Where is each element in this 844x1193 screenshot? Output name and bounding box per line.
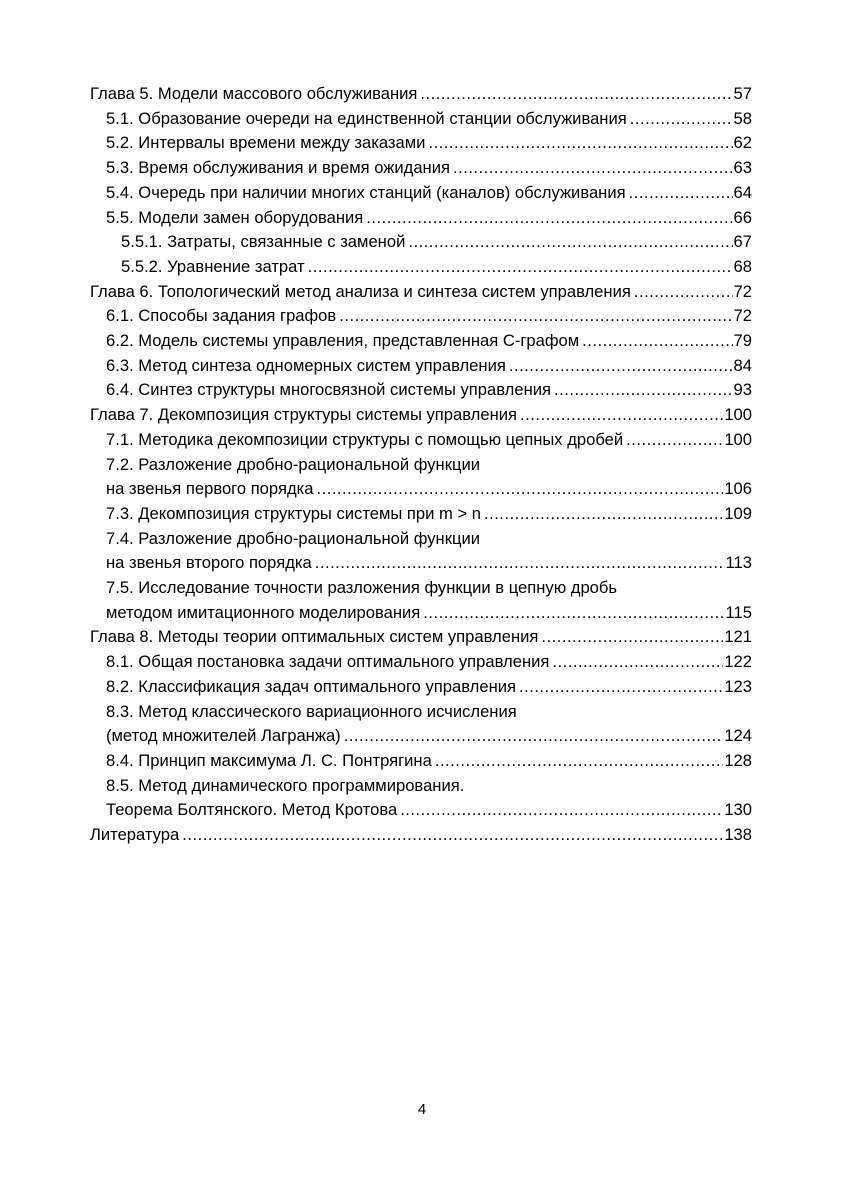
toc-entry-page: 130 xyxy=(724,800,752,820)
toc-entry-page: 57 xyxy=(733,84,752,103)
toc-entry-title: 5.4. Очередь при наличии многих станций (каналов) обслуживания xyxy=(106,182,626,202)
toc-entry-title: 5.5.2. Уравнение затрат xyxy=(121,256,305,276)
toc-entry-page: 64 xyxy=(733,182,752,202)
toc-entry-title: Глава 8. Методы теории оптимальных систем управления xyxy=(90,627,539,647)
toc-entry-title: на звенья второго порядка xyxy=(106,553,312,573)
toc-dot-leader xyxy=(634,280,733,305)
toc-dot-leader xyxy=(182,823,723,848)
toc-entry-page: 122 xyxy=(724,652,752,672)
toc-entry-7-3[interactable] xyxy=(90,502,752,527)
toc-entry-title: методом имитационного моделирования xyxy=(106,602,421,622)
toc-entry-title: 7.3. Декомпозиция структуры системы при m > n xyxy=(106,503,481,523)
toc-entry-8-5-line1[interactable]: 8.5. Метод динамического программирования. xyxy=(106,775,465,795)
toc-entry-7-5-line1[interactable]: 7.5. Исследование точности разложения функции в цепную дробь xyxy=(106,578,618,598)
toc-entry-page: 124 xyxy=(724,726,752,746)
toc-dot-leader xyxy=(541,625,723,650)
toc-entry-chapter-6[interactable] xyxy=(90,280,752,305)
toc-entry-page: 67 xyxy=(733,232,752,252)
toc-entry-title: 5.1. Образование очереди на единственной станции обслуживания xyxy=(106,108,627,128)
toc-entry-7-1[interactable] xyxy=(90,428,752,453)
toc-entry-title: 6.1. Способы задания графов xyxy=(106,306,337,326)
toc-dot-leader xyxy=(520,403,723,428)
toc-dot-leader xyxy=(428,131,732,156)
toc-entry-5-5-2[interactable] xyxy=(90,255,752,280)
toc-entry-page: 128 xyxy=(724,750,752,770)
toc-entry-page: 123 xyxy=(724,676,752,696)
toc-dot-leader xyxy=(308,255,733,280)
toc-entry-title: 5.5. Модели замен оборудования xyxy=(106,207,364,227)
toc-dot-leader xyxy=(344,724,724,749)
toc-entry-title: Литература xyxy=(90,825,180,845)
toc-entry-8-4[interactable] xyxy=(90,749,752,774)
toc-entry-title: (метод множителей Лагранжа) xyxy=(106,726,341,746)
toc-entry-page: 72 xyxy=(733,306,752,326)
toc-entry-chapter-8[interactable] xyxy=(90,625,752,650)
toc-entry-title: 6.3. Метод синтеза одномерных систем управления xyxy=(106,355,506,375)
toc-entry-title: 5.2. Интервалы времени между заказами xyxy=(106,133,426,153)
toc-dot-leader xyxy=(400,798,723,823)
toc-entry-literature[interactable] xyxy=(90,823,752,848)
toc-entry-title: 8.2. Классификация задач оптимального управления xyxy=(106,676,516,696)
toc-dot-leader xyxy=(509,354,733,379)
toc-entry-page: 68 xyxy=(733,256,752,276)
table-of-contents xyxy=(90,82,752,848)
toc-entry-7-2[interactable] xyxy=(90,477,752,502)
toc-dot-leader xyxy=(630,107,733,132)
toc-entry-page: 84 xyxy=(733,355,752,375)
toc-entry-page: 63 xyxy=(733,158,752,178)
toc-dot-leader xyxy=(554,378,733,403)
toc-entry-page: 100 xyxy=(724,405,752,425)
toc-entry-6-1[interactable] xyxy=(90,304,752,329)
toc-dot-leader xyxy=(408,230,732,255)
toc-dot-leader xyxy=(626,428,723,453)
toc-entry-title: 8.4. Принцип максимума Л. С. Понтрягина xyxy=(106,750,432,770)
toc-entry-8-3[interactable] xyxy=(90,724,752,749)
toc-entry-page: 79 xyxy=(733,331,752,351)
toc-dot-leader xyxy=(582,329,732,354)
toc-entry-page: 115 xyxy=(725,602,752,622)
toc-dot-leader xyxy=(316,477,723,502)
toc-entry-page: 62 xyxy=(733,133,752,153)
toc-entry-5-5[interactable] xyxy=(90,206,752,231)
toc-dot-leader xyxy=(420,82,732,107)
toc-entry-8-5[interactable] xyxy=(90,798,752,823)
toc-entry-7-2-line1[interactable]: 7.2. Разложение дробно-рациональной функции xyxy=(106,454,481,474)
toc-entry-title: Глава 7. Декомпозиция структуры системы управления xyxy=(90,405,518,425)
toc-entry-7-4-line1[interactable]: 7.4. Разложение дробно-рациональной функции xyxy=(106,528,481,548)
toc-dot-leader xyxy=(339,304,732,329)
toc-entry-page: 113 xyxy=(725,553,752,573)
toc-dot-leader xyxy=(366,206,732,231)
toc-dot-leader xyxy=(552,650,723,675)
toc-entry-8-3-line1[interactable]: 8.3. Метод классического вариационного исчисления xyxy=(106,701,517,721)
toc-dot-leader xyxy=(484,502,723,527)
toc-entry-6-2[interactable] xyxy=(90,329,752,354)
toc-entry-page: 72 xyxy=(733,281,752,301)
toc-entry-page: 121 xyxy=(724,627,752,647)
toc-entry-chapter-7[interactable] xyxy=(90,403,752,428)
toc-entry-title: 5.3. Время обслуживания и время ожидания xyxy=(106,158,450,178)
toc-dot-leader xyxy=(629,181,733,206)
toc-entry-page: 106 xyxy=(724,479,752,499)
toc-dot-leader xyxy=(453,156,733,181)
toc-entry-page: 93 xyxy=(733,380,752,400)
toc-entry-page: 66 xyxy=(733,207,752,227)
toc-entry-title: Глава 6. Топологический метод анализа и синтеза систем управления xyxy=(90,281,631,301)
toc-dot-leader xyxy=(519,675,723,700)
toc-entry-7-4[interactable] xyxy=(90,551,752,576)
toc-entry-5-4[interactable] xyxy=(90,181,752,206)
toc-entry-page: 100 xyxy=(724,429,752,449)
toc-entry-5-1[interactable] xyxy=(90,107,752,132)
toc-entry-page: 138 xyxy=(724,825,752,845)
toc-entry-5-2[interactable] xyxy=(90,131,752,156)
toc-dot-leader xyxy=(423,601,724,626)
toc-entry-title: 5.5.1. Затраты, связанные с заменой xyxy=(121,232,406,252)
toc-entry-7-5[interactable] xyxy=(90,601,752,626)
toc-entry-title: 8.1. Общая постановка задачи оптимального управления xyxy=(106,652,550,672)
toc-entry-6-3[interactable] xyxy=(90,354,752,379)
toc-dot-leader xyxy=(315,551,725,576)
toc-entry-title: 7.1. Методика декомпозиции структуры с помощью цепных дробей xyxy=(106,429,624,449)
toc-entry-page: 109 xyxy=(724,503,752,523)
toc-entry-chapter-5[interactable] xyxy=(90,82,752,107)
toc-entry-6-4[interactable] xyxy=(90,378,752,403)
toc-entry-5-3[interactable] xyxy=(90,156,752,181)
toc-dot-leader xyxy=(435,749,723,774)
toc-entry-title: Глава 5. Модели массового обслуживания xyxy=(90,84,418,103)
toc-entry-page: 58 xyxy=(733,108,752,128)
page-number: 4 xyxy=(417,1101,427,1118)
toc-entry-title: Теорема Болтянского. Метод Кротова xyxy=(106,800,398,820)
toc-entry-5-5-1[interactable] xyxy=(90,230,752,255)
toc-entry-title: на звенья первого порядка xyxy=(106,479,314,499)
toc-entry-title: 6.2. Модель системы управления, представленная С-графом xyxy=(106,331,580,351)
toc-entry-title: 6.4. Синтез структуры многосвязной системы управления xyxy=(106,380,552,400)
toc-entry-8-1[interactable] xyxy=(90,650,752,675)
toc-entry-8-2[interactable] xyxy=(90,675,752,700)
